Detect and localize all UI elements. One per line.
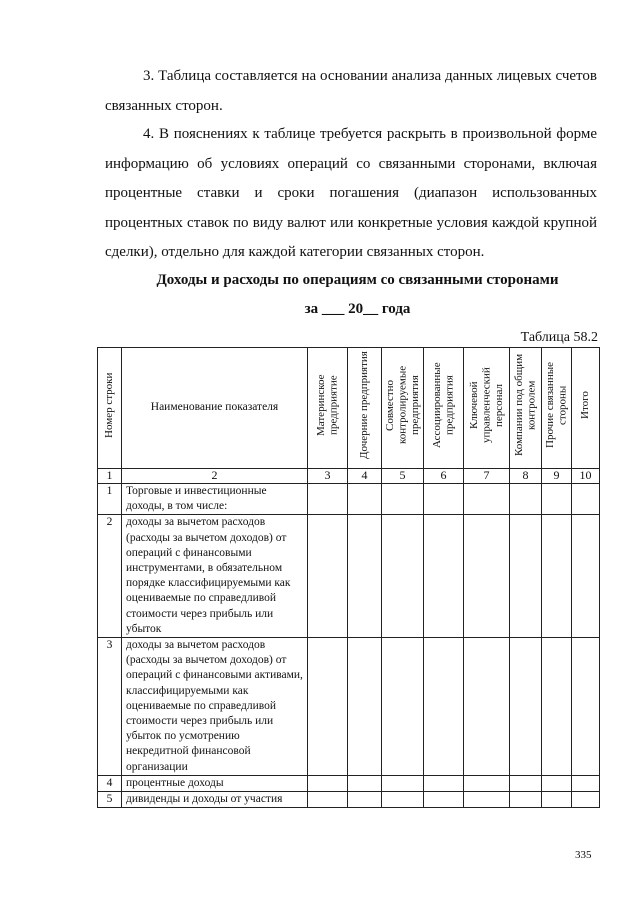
row-name: дивиденды и доходы от участия — [122, 792, 308, 808]
col-number: 9 — [542, 469, 572, 484]
header-row — [98, 348, 600, 469]
col-number: 10 — [572, 469, 600, 484]
header-indicator: Наименование показателя — [122, 348, 308, 469]
table-title: Доходы и расходы по операциям со связанными сторонами — [156, 272, 559, 288]
table-row — [98, 638, 600, 776]
col-number: 5 — [382, 469, 424, 484]
header-col-8: Компании под общим контролем — [510, 348, 542, 469]
paragraph-4: 4. В пояснениях к таблице требуется раскрыть в произвольной форме информацию об условиях операций со связанными сторонами, включая процентные ставки и сроки погашения (диапазон использованных процентных ставок по виду валют или конкретные условия каждой крупной сделки), отдельно для каждой категории связанных сторон. — [105, 126, 597, 260]
col-number: 8 — [510, 469, 542, 484]
related-parties-table — [97, 347, 600, 808]
row-number: 3 — [98, 638, 122, 776]
col-number: 2 — [122, 469, 308, 484]
page-number: 335 — [575, 849, 592, 861]
row-name: доходы за вычетом расходов (расходы за вычетом доходов) от операций с финансовыми инструментами, в обязательном порядке классифицируемыми как оцениваемые по справедливой стоимости через прибыль или убыток — [122, 515, 308, 638]
column-number-row — [98, 469, 600, 484]
table-row — [98, 792, 600, 808]
row-number: 1 — [98, 484, 122, 515]
table-row — [98, 484, 600, 515]
header-col-7: Ключевой управленческий персонал — [464, 348, 510, 469]
header-col-5: Совместно контролируемые предприятия — [382, 348, 424, 469]
col-number: 3 — [308, 469, 348, 484]
col-number: 7 — [464, 469, 510, 484]
header-row-number: Номер строки — [98, 348, 122, 469]
row-number: 5 — [98, 792, 122, 808]
row-number: 4 — [98, 775, 122, 791]
period-label: за ___ 20__ года — [304, 301, 411, 317]
row-name: доходы за вычетом расходов (расходы за вычетом доходов) от операций с финансовыми активами, классифицируемыми как оцениваемые по справедливой стоимости через прибыль или убыток по усмотрению некредитной финансовой организации — [122, 638, 308, 776]
header-col-6: Ассоциированные предприятия — [424, 348, 464, 469]
row-name: процентные доходы — [122, 775, 308, 791]
header-col-3: Материнское предприятие — [308, 348, 348, 469]
row-number: 2 — [98, 515, 122, 638]
table-row — [98, 515, 600, 638]
header-col-9: Прочие связанные стороны — [542, 348, 572, 469]
table-row — [98, 775, 600, 791]
table-number: Таблица 58.2 — [520, 330, 598, 345]
header-col-10: Итого — [572, 348, 600, 469]
col-number: 1 — [98, 469, 122, 484]
col-number: 6 — [424, 469, 464, 484]
col-number: 4 — [348, 469, 382, 484]
row-name: Торговые и инвестиционные доходы, в том числе: — [122, 484, 308, 515]
header-col-4: Дочерние предприятия — [348, 348, 382, 469]
paragraph-3: 3. Таблица составляется на основании анализа данных лицевых счетов связанных сторон. — [105, 68, 597, 114]
